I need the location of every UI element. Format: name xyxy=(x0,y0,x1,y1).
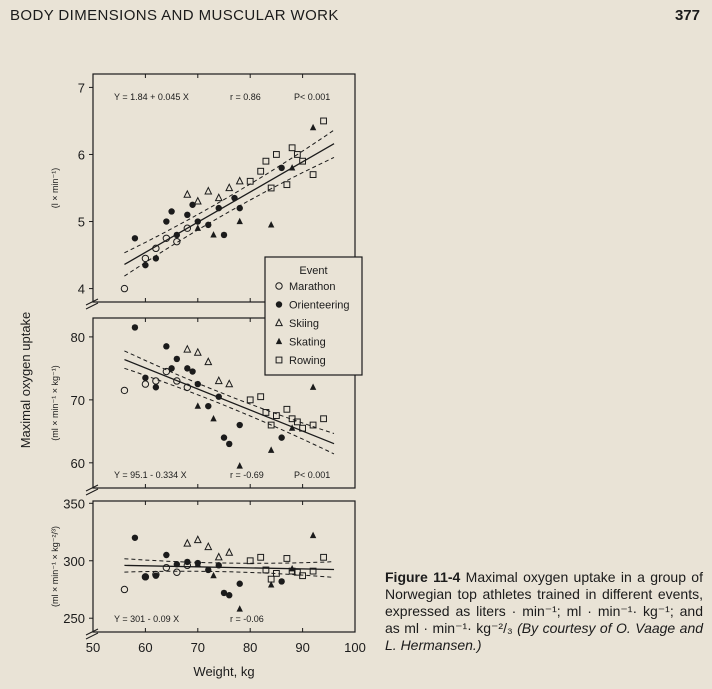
rowing-point xyxy=(247,397,253,403)
marathon-point xyxy=(174,569,180,575)
skiing-point xyxy=(205,543,211,549)
orienteering-point xyxy=(174,232,180,238)
regression-equation: Y = 301 - 0.09 X xyxy=(114,614,180,624)
skiing-point xyxy=(216,194,222,200)
x-tick-label: 70 xyxy=(190,640,206,655)
skating-point xyxy=(237,462,243,468)
orienteering-point xyxy=(189,368,195,374)
legend-item-orienteering: Orienteering xyxy=(289,299,350,312)
y-tick-label: 300 xyxy=(63,553,85,569)
skating-point xyxy=(195,402,201,408)
orienteering-point xyxy=(174,356,180,362)
y-tick-label: 5 xyxy=(77,214,85,230)
skating-point xyxy=(310,532,316,538)
skating-point xyxy=(195,224,201,230)
marathon-point xyxy=(163,564,169,570)
skating-point xyxy=(268,221,274,227)
orienteering-point xyxy=(132,535,138,541)
x-tick-label: 50 xyxy=(85,640,101,655)
orienteering-point xyxy=(163,343,169,349)
skiing-point xyxy=(216,377,222,383)
y-tick-label: 80 xyxy=(70,329,85,345)
marathon-point xyxy=(121,586,127,592)
rowing-point xyxy=(258,168,264,174)
y-tick-label: 250 xyxy=(63,611,85,627)
skiing-point xyxy=(195,198,201,204)
x-axis-label: Weight, kg xyxy=(193,664,255,679)
skating-point xyxy=(268,446,274,452)
regression-equation: Y = 95.1 - 0.334 X xyxy=(114,470,187,480)
axis-break xyxy=(86,299,98,309)
rowing-point xyxy=(310,172,316,178)
confidence-band-upper xyxy=(124,559,334,564)
orienteering-point xyxy=(226,592,232,598)
page-number: 377 xyxy=(674,7,700,24)
orienteering-point xyxy=(163,552,169,558)
skating-point xyxy=(210,415,216,421)
y-tick-label: 7 xyxy=(77,80,85,96)
orienteering-point xyxy=(168,365,174,371)
rowing-point xyxy=(258,394,264,400)
y-tick-label: 6 xyxy=(77,147,85,163)
skiing-point xyxy=(195,349,201,355)
y-tick-label: 4 xyxy=(77,281,85,297)
p-value: P< 0.001 xyxy=(294,470,331,480)
skating-point xyxy=(237,218,243,224)
marathon-point xyxy=(121,387,127,393)
orienteering-point xyxy=(216,205,222,211)
skiing-point xyxy=(226,184,232,190)
y-axis-label: Maximal oxygen uptake xyxy=(18,311,33,449)
skiing-point xyxy=(237,177,243,183)
marathon-point xyxy=(153,378,159,384)
orienteering-point xyxy=(231,195,237,201)
orienteering-point xyxy=(153,572,159,578)
orienteering-point xyxy=(195,381,201,387)
legend-title: Event xyxy=(299,265,328,277)
orienteering-point xyxy=(184,559,190,565)
regression-equation: Y = 1.84 + 0.045 X xyxy=(114,92,189,102)
unit-label: (ml × min⁻¹ × kg⁻¹) xyxy=(50,365,60,441)
x-tick-label: 90 xyxy=(295,640,310,655)
correlation-coefficient: r = -0.06 xyxy=(230,614,264,624)
orienteering-point xyxy=(132,324,138,330)
orienteering-point xyxy=(205,567,211,573)
orienteering-point xyxy=(142,574,148,580)
x-tick-label: 100 xyxy=(344,640,366,655)
y-tick-label: 350 xyxy=(63,496,85,512)
x-tick-label: 80 xyxy=(242,640,258,655)
figure-caption xyxy=(385,569,703,654)
orienteering-point xyxy=(195,218,201,224)
plot-frame xyxy=(93,501,355,632)
legend-item-marathon: Marathon xyxy=(289,281,336,293)
orienteering-point xyxy=(132,235,138,241)
legend-item-rowing: Rowing xyxy=(289,355,326,367)
marathon-point xyxy=(142,255,148,261)
orienteering-point xyxy=(216,394,222,400)
legend-item-skating: Skating xyxy=(289,336,326,349)
x-tick-label: 60 xyxy=(138,640,153,655)
rowing-point xyxy=(247,178,253,184)
orienteering-point xyxy=(216,562,222,568)
correlation-coefficient: r = -0.69 xyxy=(230,470,264,480)
rowing-point xyxy=(247,558,253,564)
rowing-point xyxy=(274,152,280,158)
orienteering-point xyxy=(237,422,243,428)
rowing-point xyxy=(321,118,327,124)
orienteering-point xyxy=(226,441,232,447)
skating-point xyxy=(210,231,216,237)
legend-item-skiing: Skiing xyxy=(289,318,319,330)
orienteering-point xyxy=(184,212,190,218)
skating-point xyxy=(210,572,216,578)
skating-point xyxy=(310,383,316,389)
regression-line xyxy=(124,565,334,569)
orienteering-point xyxy=(278,434,284,440)
skiing-point xyxy=(205,188,211,194)
confidence-band-upper xyxy=(124,130,334,253)
skating-point xyxy=(237,605,243,611)
p-value: P< 0.001 xyxy=(294,92,331,102)
orienteering-point xyxy=(205,222,211,228)
caption-label: Figure 11-4 xyxy=(385,569,461,585)
orienteering-point xyxy=(276,301,282,307)
unit-label: (l × min⁻¹) xyxy=(50,167,60,209)
skiing-point xyxy=(216,554,222,560)
orienteering-point xyxy=(174,561,180,567)
running-head: BODY DIMENSIONS AND MUSCULAR WORK xyxy=(10,7,339,24)
rowing-point xyxy=(321,416,327,422)
marathon-point xyxy=(121,285,127,291)
orienteering-point xyxy=(278,578,284,584)
y-tick-label: 60 xyxy=(70,455,85,471)
skiing-point xyxy=(226,549,232,555)
orienteering-point xyxy=(163,218,169,224)
orienteering-point xyxy=(237,205,243,211)
orienteering-point xyxy=(153,384,159,390)
axis-break xyxy=(86,629,98,639)
skiing-point xyxy=(205,358,211,364)
caption-text: Maximal oxygen uptake in a group of Norwegian top athletes trained in different events, expressed as liters · min⁻¹; ml · min⁻¹· kg⁻¹; and as ml · min⁻¹· kg⁻²/₃ xyxy=(385,569,703,636)
orienteering-point xyxy=(168,208,174,214)
y-tick-label: 70 xyxy=(70,392,85,408)
rowing-point xyxy=(284,406,290,412)
marathon-point xyxy=(142,381,148,387)
caption-credit: (By courtesy of O. Vaage and L. Hermansen.) xyxy=(385,620,704,653)
skiing-point xyxy=(184,540,190,546)
rowing-point xyxy=(284,182,290,188)
orienteering-point xyxy=(278,165,284,171)
orienteering-point xyxy=(237,581,243,587)
orienteering-point xyxy=(153,255,159,261)
correlation-coefficient: r = 0.86 xyxy=(230,92,261,102)
skiing-point xyxy=(184,346,190,352)
skating-point xyxy=(310,124,316,130)
orienteering-point xyxy=(221,434,227,440)
orienteering-point xyxy=(205,403,211,409)
skiing-point xyxy=(226,380,232,386)
rowing-point xyxy=(258,554,264,560)
axis-break xyxy=(86,485,98,495)
unit-label: (ml × min⁻¹ × kg⁻²/³) xyxy=(50,525,60,608)
skiing-point xyxy=(195,536,201,542)
orienteering-point xyxy=(142,262,148,268)
orienteering-point xyxy=(142,375,148,381)
rowing-point xyxy=(263,158,269,164)
rowing-point xyxy=(289,145,295,151)
rowing-point xyxy=(284,556,290,562)
rowing-point xyxy=(321,554,327,560)
orienteering-point xyxy=(221,232,227,238)
regression-line xyxy=(124,144,334,265)
skiing-point xyxy=(184,191,190,197)
